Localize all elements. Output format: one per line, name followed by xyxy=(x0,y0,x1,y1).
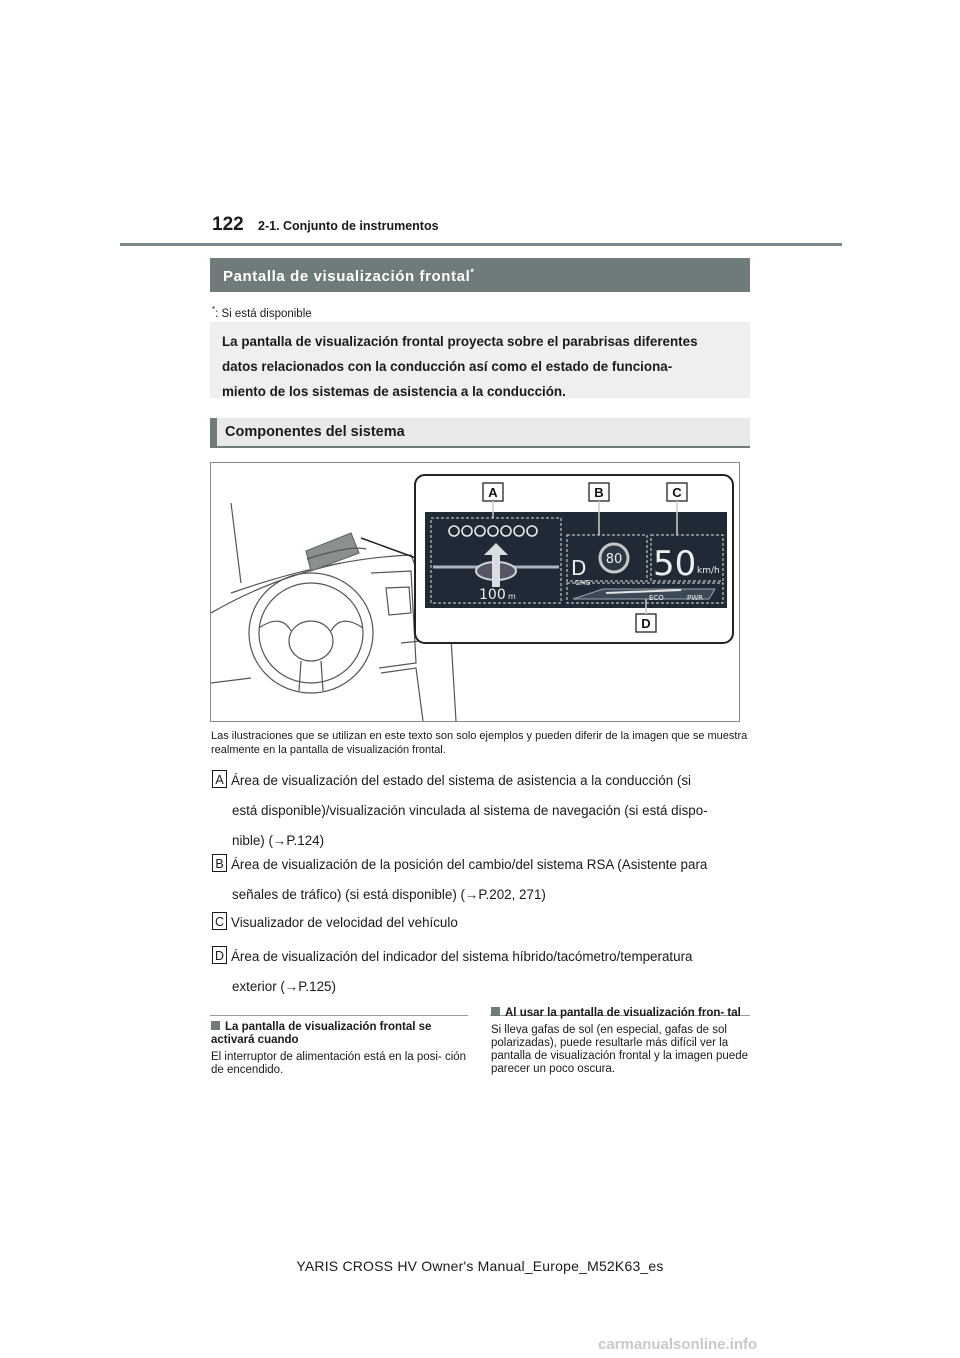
footnote-marker: * xyxy=(212,305,216,314)
badge-b: B xyxy=(212,854,227,872)
component-item-a xyxy=(212,766,752,856)
intro-line-2: datos relacionados con la conducción así como el estado de funciona- xyxy=(222,359,673,374)
item-d-line-1: Área de visualización del indicador del sistema híbrido/tacómetro/temperatura xyxy=(231,949,693,964)
note-left-heading: La pantalla de visualización frontal se activará cuando xyxy=(211,1021,432,1046)
component-item-c xyxy=(212,908,752,938)
callout-d: D xyxy=(641,616,651,631)
section-reference: 2-1. Conjunto de instrumentos xyxy=(258,219,439,233)
note-right-body: Si lleva gafas de sol (en especial, gafas de sol polarizadas), puede resultarle más difícil ver la pantalla de visualización frontal y la imagen puede parecer un poco oscura. xyxy=(491,1024,748,1075)
title-footnote-marker: * xyxy=(470,267,475,277)
note-left-body: El interruptor de alimentación está en la posi- ción de encendido. xyxy=(211,1051,467,1076)
figure-caption: Las ilustraciones que se utilizan en este texto son solo ejemplos y pueden diferir de la imagen que se muestra realmente en la pantalla de visualización frontal. xyxy=(211,730,748,756)
callout-c: C xyxy=(672,485,682,500)
section-heading: Componentes del sistema xyxy=(210,418,750,448)
component-item-b xyxy=(212,850,752,910)
distance-unit: m xyxy=(508,592,516,601)
badge-c: C xyxy=(212,912,227,930)
intro-box xyxy=(210,322,750,398)
note-left xyxy=(211,1021,467,1077)
header-divider xyxy=(120,243,842,246)
page-number: 122 xyxy=(212,214,244,235)
note-right-heading: Al usar la pantalla de visualización fron- tal xyxy=(491,1007,751,1020)
item-a-line-2: está disponible)/visualización vinculada al sistema de navegación (si está dispo- xyxy=(232,803,708,818)
chg-label: CHG xyxy=(575,579,591,587)
intro-line-3: miento de los sistemas de asistencia a la conducción. xyxy=(222,384,566,399)
note-right xyxy=(491,1007,751,1076)
badge-d: D xyxy=(212,946,227,964)
watermark: carmanualsonline.info xyxy=(598,1336,758,1353)
item-b-line-2: señales de tráfico) (si está disponible) (→P.202, 271) xyxy=(232,887,546,902)
left-note-divider xyxy=(210,1015,468,1016)
square-bullet-icon xyxy=(491,1007,500,1016)
page-footer: YARIS CROSS HV Owner's Manual_Europe_M52K63_es xyxy=(296,1258,664,1274)
speed-unit: km/h xyxy=(697,566,720,576)
item-b-line-1: Área de visualización de la posición del cambio/del sistema RSA (Asistente para xyxy=(231,857,708,872)
page-title xyxy=(210,258,750,292)
page-title-text: Pantalla de visualización frontal xyxy=(223,268,471,285)
footnote-text: : Si está disponible xyxy=(215,307,312,320)
intro-line-1: La pantalla de visualización frontal proyecta sobre el parabrisas diferentes xyxy=(222,334,698,349)
item-a-line-3: nible) (→P.124) xyxy=(232,833,325,848)
component-item-d xyxy=(212,942,752,1002)
callout-a: A xyxy=(488,485,498,500)
square-bullet-icon xyxy=(211,1021,220,1030)
gear-indicator: D xyxy=(571,556,587,580)
availability-footnote xyxy=(212,305,312,320)
speed-limit-value: 80 xyxy=(605,552,623,567)
speed-value: 50 xyxy=(653,544,697,584)
badge-a: A xyxy=(212,770,227,788)
eco-label: ECO xyxy=(649,594,664,602)
distance-value: 100 xyxy=(479,587,506,603)
hud-illustration xyxy=(210,462,740,722)
item-d-line-2: exterior (→P.125) xyxy=(232,979,336,994)
callout-b: B xyxy=(594,485,604,500)
pwr-label: PWR xyxy=(687,594,704,602)
item-c-line-1: Visualizador de velocidad del vehículo xyxy=(231,915,458,930)
item-a-line-1: Área de visualización del estado del sistema de asistencia a la conducción (si xyxy=(231,773,692,788)
hud-illustration-svg xyxy=(211,463,741,723)
